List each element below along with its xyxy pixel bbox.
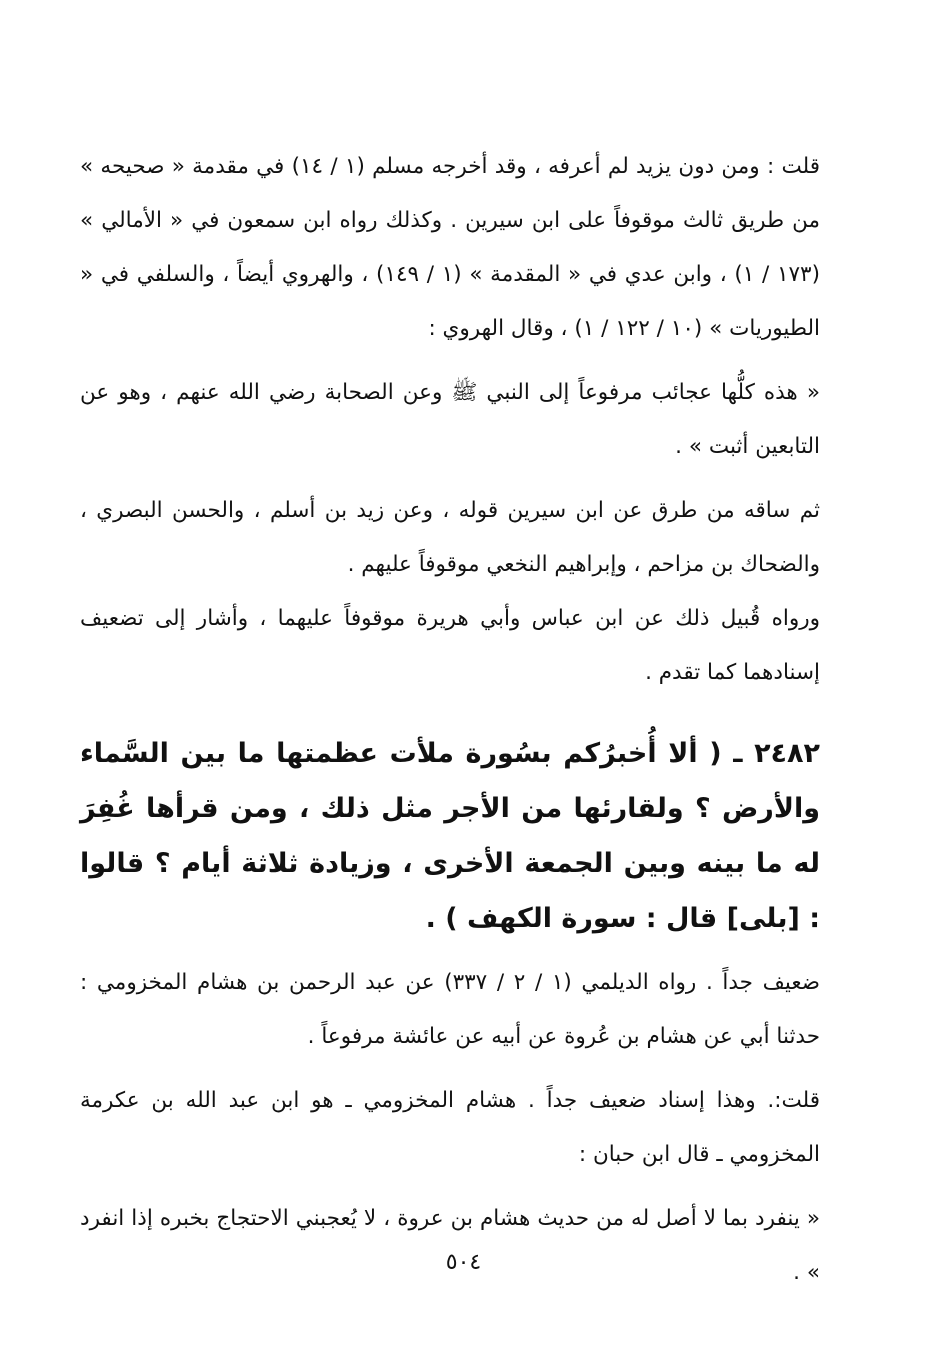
paragraph-quote-ibn-hibban: « ينفرد بما لا أصل له من حديث هشام بن عروة ، لا يُعجبني الاحتجاج بخبره إذا انفرد » . bbox=[80, 1206, 820, 1285]
page-number: ٥٠٤ bbox=[445, 1250, 482, 1275]
hadith-text: ٢٤٨٢ ـ ( ألا أُخبرُكم بسُورة ملأت عظمتها ما بين السَّماء والأرض ؟ ولقارئها من الأجر مثل ذلك ، ومن قرأها غُفِرَ له ما بينه وبين الجمعة الأخرى ، وزيادة ثلاثة أيام ؟ قالوا : [بلى] قال : سورة الكهف ) . bbox=[80, 738, 820, 934]
paragraph-grading: ضعيف جداً . رواه الديلمي (١ / ٢ / ٣٣٧) عن عبد الرحمن بن هشام المخزومي : حدثنا أبي عن هشام بن عُروة عن أبيه عن عائشة مرفوعاً . bbox=[80, 970, 820, 1049]
paragraph-commentary-2: ثم ساقه من طرق عن ابن سيرين قوله ، وعن زيد بن أسلم ، والحسن البصري ، والضحاك بن مزاحم ، وإبراهيم النخعي موقوفاً عليهم . bbox=[80, 498, 820, 577]
paragraph-quote-harawi: « هذه كلُّها عجائب مرفوعاً إلى النبي ﷺ وعن الصحابة رضي الله عنهم ، وهو عن التابعين أثبت » . bbox=[80, 380, 820, 459]
page-body bbox=[80, 140, 820, 1300]
paragraph-commentary-3: ورواه قُبيل ذلك عن ابن عباس وأبي هريرة موقوفاً عليهما ، وأشار إلى تضعيف إسنادهما كما تقدم . bbox=[80, 606, 820, 685]
paragraph-commentary-4: قلت:. وهذا إسناد ضعيف جداً . هشام المخزومي ـ هو ابن عبد الله بن عكرمة المخزومي ـ قال ابن حبان : bbox=[80, 1088, 820, 1167]
paragraph-commentary-1: قلت : ومن دون يزيد لم أعرفه ، وقد أخرجه مسلم (١ / ١٤) في مقدمة « صحيحه » من طريق ثالث موقوفاً على ابن سيرين . وكذلك رواه ابن سمعون في « الأمالي » (١٧٣ / ١) ، وابن عدي في « المقدمة » (١ / ١٤٩) ، والهروي أيضاً ، والسلفي في « الطيوريات » (١٠ / ١٢٢ / ١) ، وقال الهروي : bbox=[80, 154, 820, 341]
